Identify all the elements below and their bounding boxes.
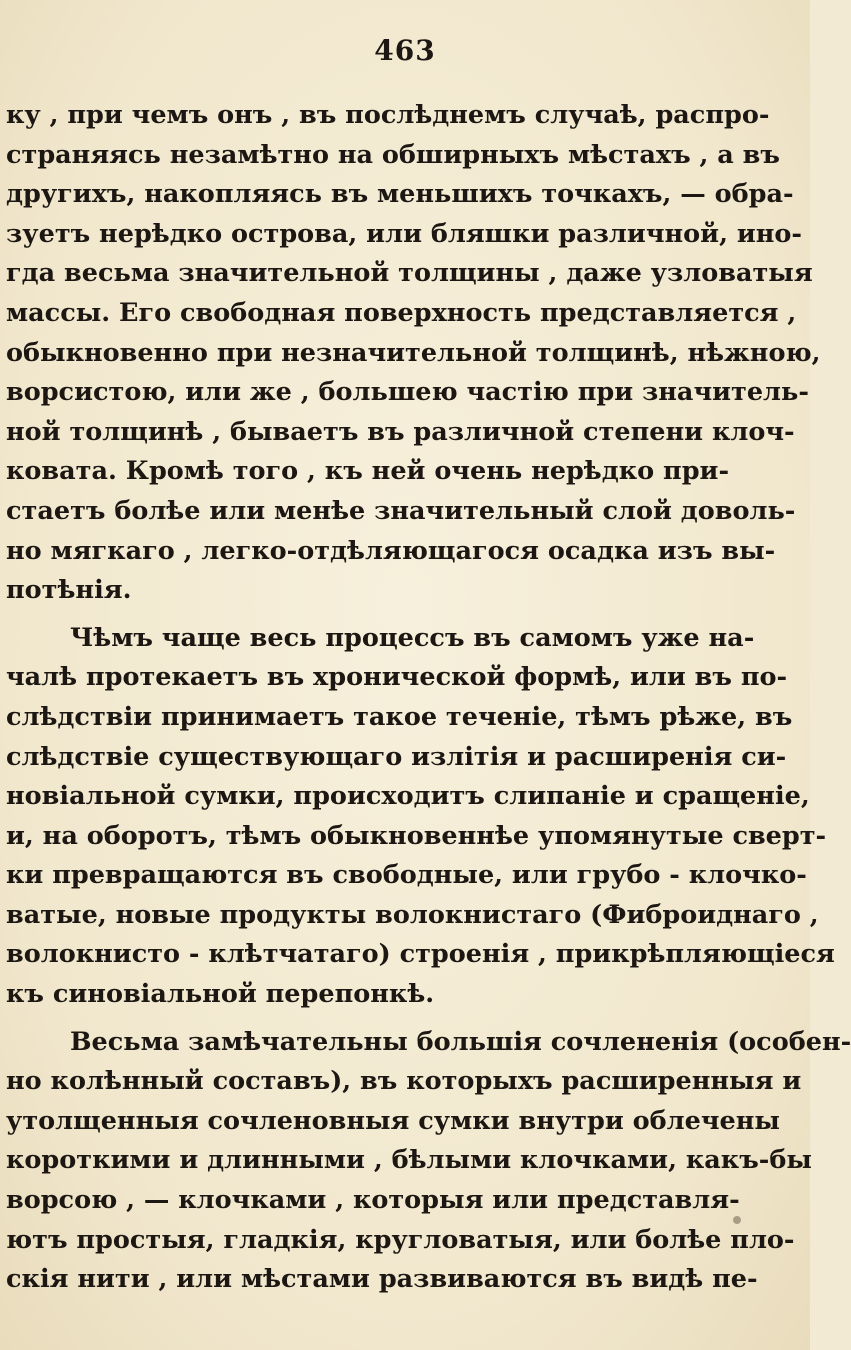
text-line: новіальной сумки, происходитъ слипаніе и сращеніе,: [6, 781, 810, 812]
text-line: обыкновенно при незначительной толщинѣ, нѣжною,: [6, 337, 821, 368]
text-line: ватые, новые продукты волокнистаго (Фиброиднаго ,: [6, 899, 819, 930]
text-line: къ синовіальной перепонкѣ.: [6, 979, 435, 1010]
text-line: гда весьма значительной толщины , даже узловатыя: [6, 258, 813, 289]
text-line: коватa. Кромѣ того , къ ней очень нерѣдко при-: [6, 456, 730, 487]
text-line: страняясь незамѣтно на обширныхъ мѣстахъ , а въ: [6, 139, 780, 170]
body-text: [6, 96, 851, 1300]
text-line: ютъ простыя, гладкія, кругловатыя, или болѣе пло-: [6, 1224, 795, 1255]
text-line: стаетъ болѣе или менѣе значительный слой доволь-: [6, 495, 796, 526]
text-line: слѣдствіи принимаетъ такое теченіе, тѣмъ рѣже, въ: [6, 701, 793, 732]
text-line: но колѣнный составъ), въ которыхъ расширенныя и: [6, 1066, 802, 1097]
text-line: волокнисто - клѣтчатаго) строенія , прикрѣпляющіеся: [6, 939, 835, 970]
page-number: 463: [374, 34, 436, 67]
text-line: утолщенныя сочленовныя сумки внутри облечены: [6, 1105, 780, 1136]
text-line: скія нити , или мѣстами развиваются въ видѣ пе-: [6, 1264, 758, 1295]
text-line: ной толщинѣ , бываетъ въ различной степени клоч-: [6, 416, 795, 447]
ink-speck: [733, 1216, 741, 1224]
text-line: ки превращаются въ свободные, или грубо - клочко-: [6, 860, 807, 891]
text-line: зуетъ нерѣдко острова, или бляшки различной, ино-: [6, 218, 802, 249]
text-line: чалѣ протекаетъ въ хронической формѣ, или въ по-: [6, 662, 788, 693]
text-line: Чѣмъ чаще весь процессъ въ самомъ уже на-: [70, 622, 755, 653]
text-line: ворсою , — клочками , которыя или представля-: [6, 1185, 740, 1216]
text-line: ворсистою, или же , большею частію при значитель-: [6, 377, 809, 408]
text-line: Весьма замѣчательны большія сочлененія (особен-: [70, 1026, 851, 1057]
text-line: и, на оборотъ, тѣмъ обыкновеннѣе упомянутые сверт-: [6, 820, 827, 851]
text-line: ку , при чемъ онъ , въ послѣднемъ случаѣ, распро-: [6, 100, 770, 130]
text-line: массы. Его свободная поверхность представляется ,: [6, 297, 797, 328]
text-line: но мягкаго , легко-отдѣляющагося осадка изъ вы-: [6, 535, 776, 566]
text-line: другихъ, накопляясь въ меньшихъ точкахъ, — обра-: [6, 179, 794, 210]
text-line: короткими и длинными , бѣлыми клочками, какъ-бы: [6, 1145, 812, 1176]
text-line: потѣнія.: [6, 575, 132, 606]
text-line: слѣдствіе существующаго излітія и расширенія си-: [6, 741, 787, 772]
